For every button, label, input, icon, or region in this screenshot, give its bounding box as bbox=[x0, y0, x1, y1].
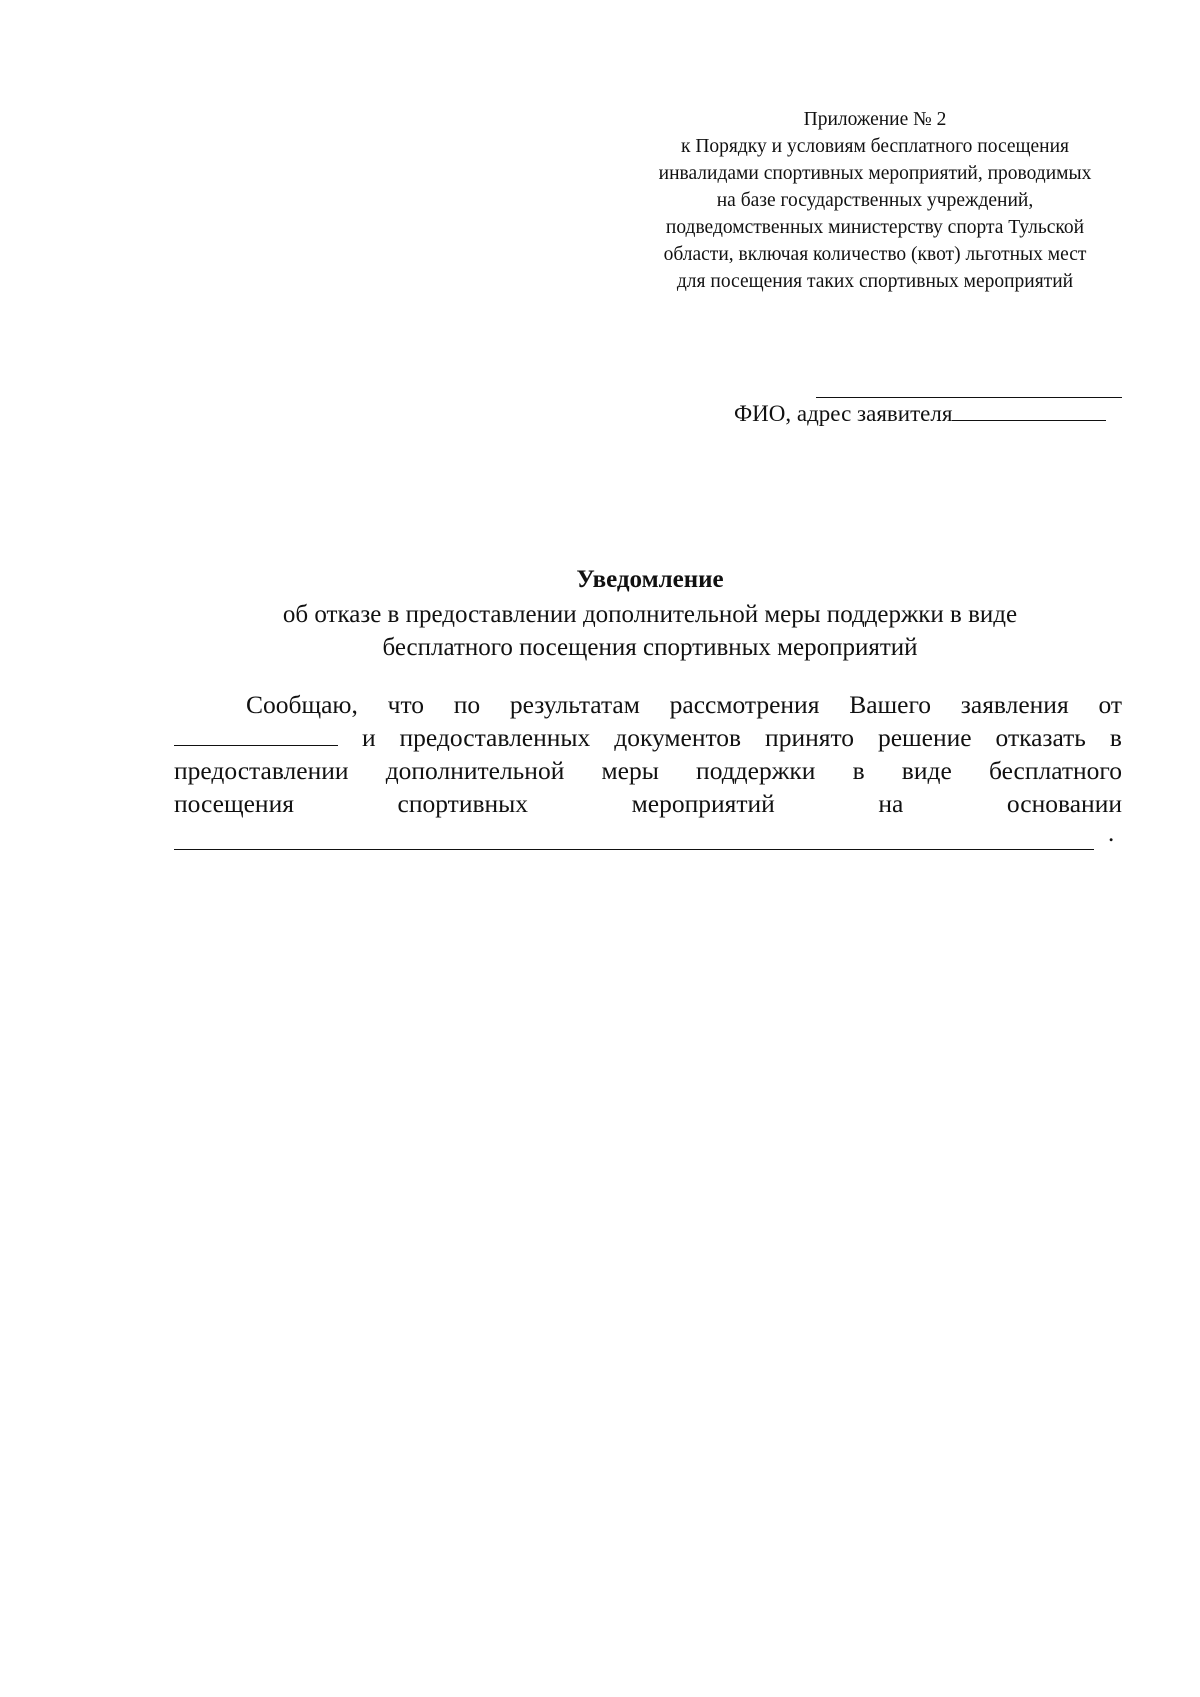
word: предоставленных bbox=[399, 723, 591, 752]
word: мероприятий bbox=[631, 789, 775, 818]
applicant-label: ФИО, адрес заявителя bbox=[734, 401, 953, 426]
word: Сообщаю, bbox=[246, 690, 358, 719]
word: от bbox=[1098, 690, 1122, 719]
word: на bbox=[878, 789, 904, 818]
appendix-line: области, включая количество (квот) льготных мест bbox=[663, 244, 1087, 265]
word: дополнительной bbox=[385, 756, 565, 785]
word: бесплатного bbox=[988, 756, 1122, 785]
word: документов bbox=[614, 723, 742, 752]
word: меры bbox=[601, 756, 659, 785]
end-mark: . bbox=[1108, 820, 1115, 847]
body-line-4 bbox=[174, 787, 1122, 820]
word: посещения bbox=[174, 789, 294, 818]
word: в bbox=[852, 756, 865, 785]
word: принято bbox=[765, 723, 855, 752]
word: основании bbox=[1006, 789, 1122, 818]
notice-title: Уведомление bbox=[576, 566, 724, 593]
word: и bbox=[361, 723, 376, 752]
notice-body bbox=[174, 688, 1122, 850]
appendix-header bbox=[640, 106, 1110, 295]
appendix-line: для посещения таких спортивных мероприятий bbox=[676, 271, 1074, 292]
body-line-1 bbox=[174, 688, 1122, 721]
appendix-number: Приложение № 2 bbox=[803, 109, 947, 130]
basis-blank bbox=[174, 827, 1094, 850]
word: спортивных bbox=[397, 789, 529, 818]
word: поддержки bbox=[696, 756, 816, 785]
notice-subtitle-line: об отказе в предоставлении дополнительной меры поддержки в виде bbox=[282, 601, 1018, 628]
body-line-3 bbox=[174, 754, 1122, 787]
applicant-field bbox=[734, 398, 1106, 429]
word: Вашего bbox=[849, 690, 932, 719]
word: рассмотрения bbox=[669, 690, 820, 719]
applicant-blank bbox=[952, 398, 1106, 421]
date-blank bbox=[174, 723, 338, 746]
word: решение bbox=[877, 723, 972, 752]
word: что bbox=[387, 690, 425, 719]
word: виде bbox=[901, 756, 952, 785]
appendix-line: к Порядку и условиям бесплатного посещения bbox=[680, 136, 1070, 157]
notice-subtitle bbox=[150, 598, 1150, 664]
word: предоставлении bbox=[174, 756, 349, 785]
word: заявления bbox=[960, 690, 1069, 719]
body-line-2 bbox=[174, 721, 1122, 754]
word: результатам bbox=[509, 690, 640, 719]
word: отказать bbox=[995, 723, 1086, 752]
word: по bbox=[453, 690, 481, 719]
notice-subtitle-line: бесплатного посещения спортивных мероприятий bbox=[382, 634, 918, 661]
word: в bbox=[1109, 723, 1122, 752]
appendix-line: подведомственных министерству спорта Тульской bbox=[665, 217, 1085, 238]
body-line-5 bbox=[174, 820, 1122, 850]
appendix-line: на базе государственных учреждений, bbox=[716, 190, 1034, 211]
appendix-line: инвалидами спортивных мероприятий, проводимых bbox=[658, 163, 1092, 184]
